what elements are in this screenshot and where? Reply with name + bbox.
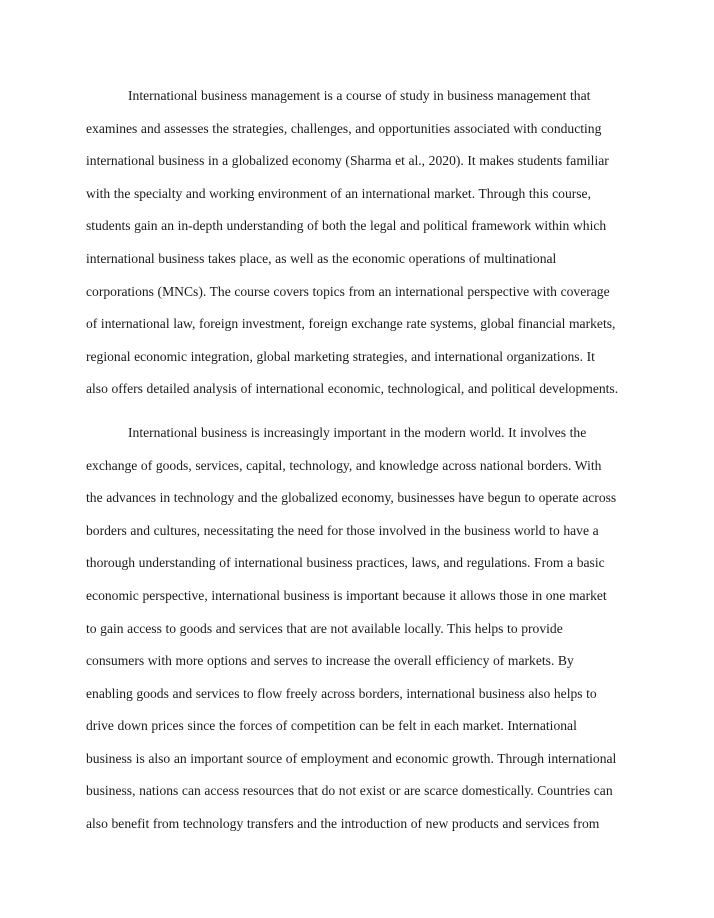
text-line: economic perspective, international business is important because it allows those in one market xyxy=(86,587,607,603)
text-line: examines and assesses the strategies, challenges, and opportunities associated with conducting xyxy=(86,120,602,136)
text-line: International business management is a course of study in business management that xyxy=(128,88,591,103)
text-line: International business is increasingly important in the modern world. It involves the xyxy=(128,424,587,440)
document-body xyxy=(86,80,638,841)
text-line: international business takes place, as well as the economic operations of multinational xyxy=(86,250,557,266)
text-line: also benefit from technology transfers and the introduction of new products and services from xyxy=(86,816,600,832)
text-line: exchange of goods, services, capital, technology, and knowledge across national borders. With xyxy=(86,457,602,473)
text-line: consumers with more options and serves to increase the overall efficiency of markets. By xyxy=(86,653,574,669)
paragraph-1 xyxy=(86,80,638,406)
text-line: drive down prices since the forces of competition can be felt in each market. International xyxy=(86,718,577,734)
paragraph-2 xyxy=(86,417,638,841)
text-line: of international law, foreign investment, foreign exchange rate systems, global financial markets, xyxy=(86,316,616,332)
text-line: business is also an important source of employment and economic growth. Through international xyxy=(86,750,617,766)
text-line: borders and cultures, necessitating the need for those involved in the business world to have a xyxy=(86,522,599,538)
text-line: enabling goods and services to flow freely across borders, international business also helps to xyxy=(86,685,597,701)
text-line: to gain access to goods and services that are not available locally. This helps to provide xyxy=(86,620,563,636)
text-line: international business in a globalized economy (Sharma et al., 2020). It makes students familiar xyxy=(86,153,609,169)
text-line: business, nations can access resources that do not exist or are scarce domestically. Countries can xyxy=(86,783,613,799)
text-line: the advances in technology and the globalized economy, businesses have begun to operate across xyxy=(86,490,617,506)
text-line: regional economic integration, global marketing strategies, and international organizations. It xyxy=(86,348,595,364)
text-line: with the specialty and working environment of an international market. Through this course, xyxy=(86,185,591,201)
text-line: corporations (MNCs). The course covers topics from an international perspective with coverage xyxy=(86,283,610,299)
text-line: also offers detailed analysis of international economic, technological, and political developments. xyxy=(86,381,619,397)
text-line: thorough understanding of international business practices, laws, and regulations. From a basic xyxy=(86,555,605,571)
text-line: students gain an in-depth understanding of both the legal and political framework within which xyxy=(86,218,607,234)
